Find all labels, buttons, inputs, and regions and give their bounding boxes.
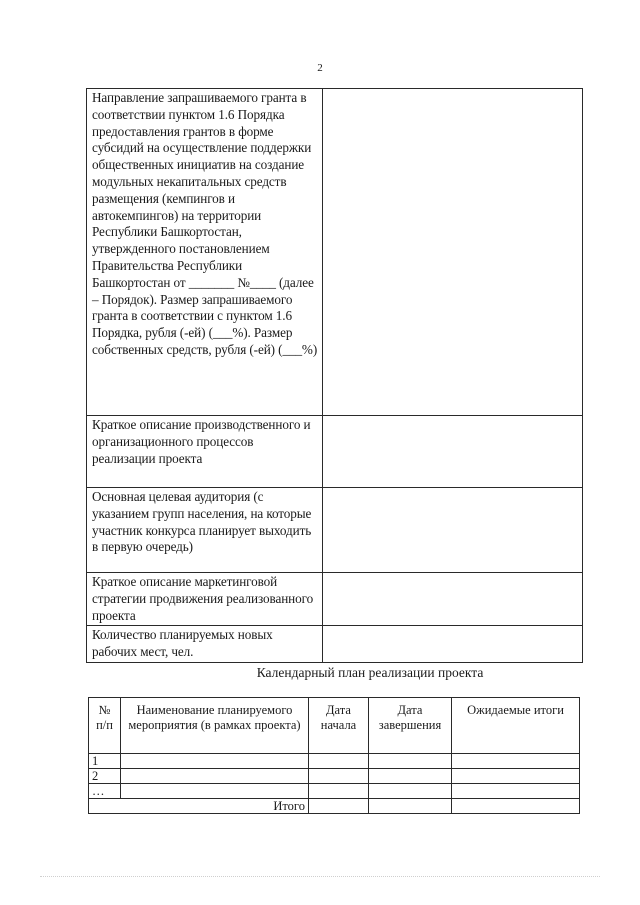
form-row-value[interactable] xyxy=(323,573,583,626)
plan-row xyxy=(89,769,580,784)
form-row xyxy=(87,573,583,626)
scan-artifact-line xyxy=(40,876,600,877)
plan-row-number: 2 xyxy=(89,769,121,784)
plan-title: Календарный план реализации проекта xyxy=(256,665,484,680)
plan-cell[interactable] xyxy=(452,799,580,814)
plan-cell[interactable] xyxy=(369,754,452,769)
plan-header-number: № п/п xyxy=(89,698,121,754)
form-row-value[interactable] xyxy=(323,626,583,663)
plan-cell[interactable] xyxy=(452,769,580,784)
plan-header-event: Наименование планируемого мероприятия (в рамках проекта) xyxy=(121,698,309,754)
plan-row xyxy=(89,754,580,769)
form-row-label: Количество планируемых новых рабочих мест, чел. xyxy=(87,626,323,663)
plan-header-row xyxy=(89,698,580,754)
plan-header-end-date: Дата завершения xyxy=(369,698,452,754)
plan-cell[interactable] xyxy=(121,754,309,769)
plan-cell[interactable] xyxy=(452,754,580,769)
form-row xyxy=(87,89,583,416)
calendar-plan-table xyxy=(88,697,580,814)
plan-row-number: … xyxy=(89,784,121,799)
form-row-value[interactable] xyxy=(323,89,583,416)
form-row xyxy=(87,626,583,663)
page-number: 2 xyxy=(317,62,323,74)
plan-cell[interactable] xyxy=(309,799,369,814)
application-form-table xyxy=(86,88,583,663)
plan-cell[interactable] xyxy=(121,784,309,799)
plan-row-number: 1 xyxy=(89,754,121,769)
plan-cell[interactable] xyxy=(309,754,369,769)
plan-header-results: Ожидаемые итоги xyxy=(452,698,580,754)
plan-cell[interactable] xyxy=(309,769,369,784)
plan-cell[interactable] xyxy=(452,784,580,799)
form-row-value[interactable] xyxy=(323,416,583,488)
plan-header-start-date: Дата начала xyxy=(309,698,369,754)
form-row-label: Направление запрашиваемого гранта в соответствии пунктом 1.6 Порядка предоставления грантов в форме субсидий на осуществление поддержки общественных инициатив на создание модульных некапитальных средств размещения (кемпингов и автокемпингов) на территории Республики Башкортостан, утвержденного постановлением Правительства Республики Башкортостан от _______ №____ (далее – Порядок). Размер запрашиваемого гранта в соответствии с пунктом 1.6 Порядка, рубля (-ей) (___%). Размер собственных средств, рубля (-ей) (___%) xyxy=(87,89,323,416)
form-row xyxy=(87,416,583,488)
plan-cell[interactable] xyxy=(369,799,452,814)
plan-cell[interactable] xyxy=(369,784,452,799)
plan-total-label: Итого xyxy=(89,799,309,814)
form-row-value[interactable] xyxy=(323,488,583,573)
plan-cell[interactable] xyxy=(369,769,452,784)
form-row-label: Краткое описание производственного и организационного процессов реализации проекта xyxy=(87,416,323,488)
plan-cell[interactable] xyxy=(309,784,369,799)
plan-total-row xyxy=(89,799,580,814)
form-row xyxy=(87,488,583,573)
plan-cell[interactable] xyxy=(121,769,309,784)
form-row-label: Краткое описание маркетинговой стратегии продвижения реализованного проекта xyxy=(87,573,323,626)
form-row-label: Основная целевая аудитория (с указанием групп населения, на которые участник конкурса планирует выходить в первую очередь) xyxy=(87,488,323,573)
plan-row xyxy=(89,784,580,799)
